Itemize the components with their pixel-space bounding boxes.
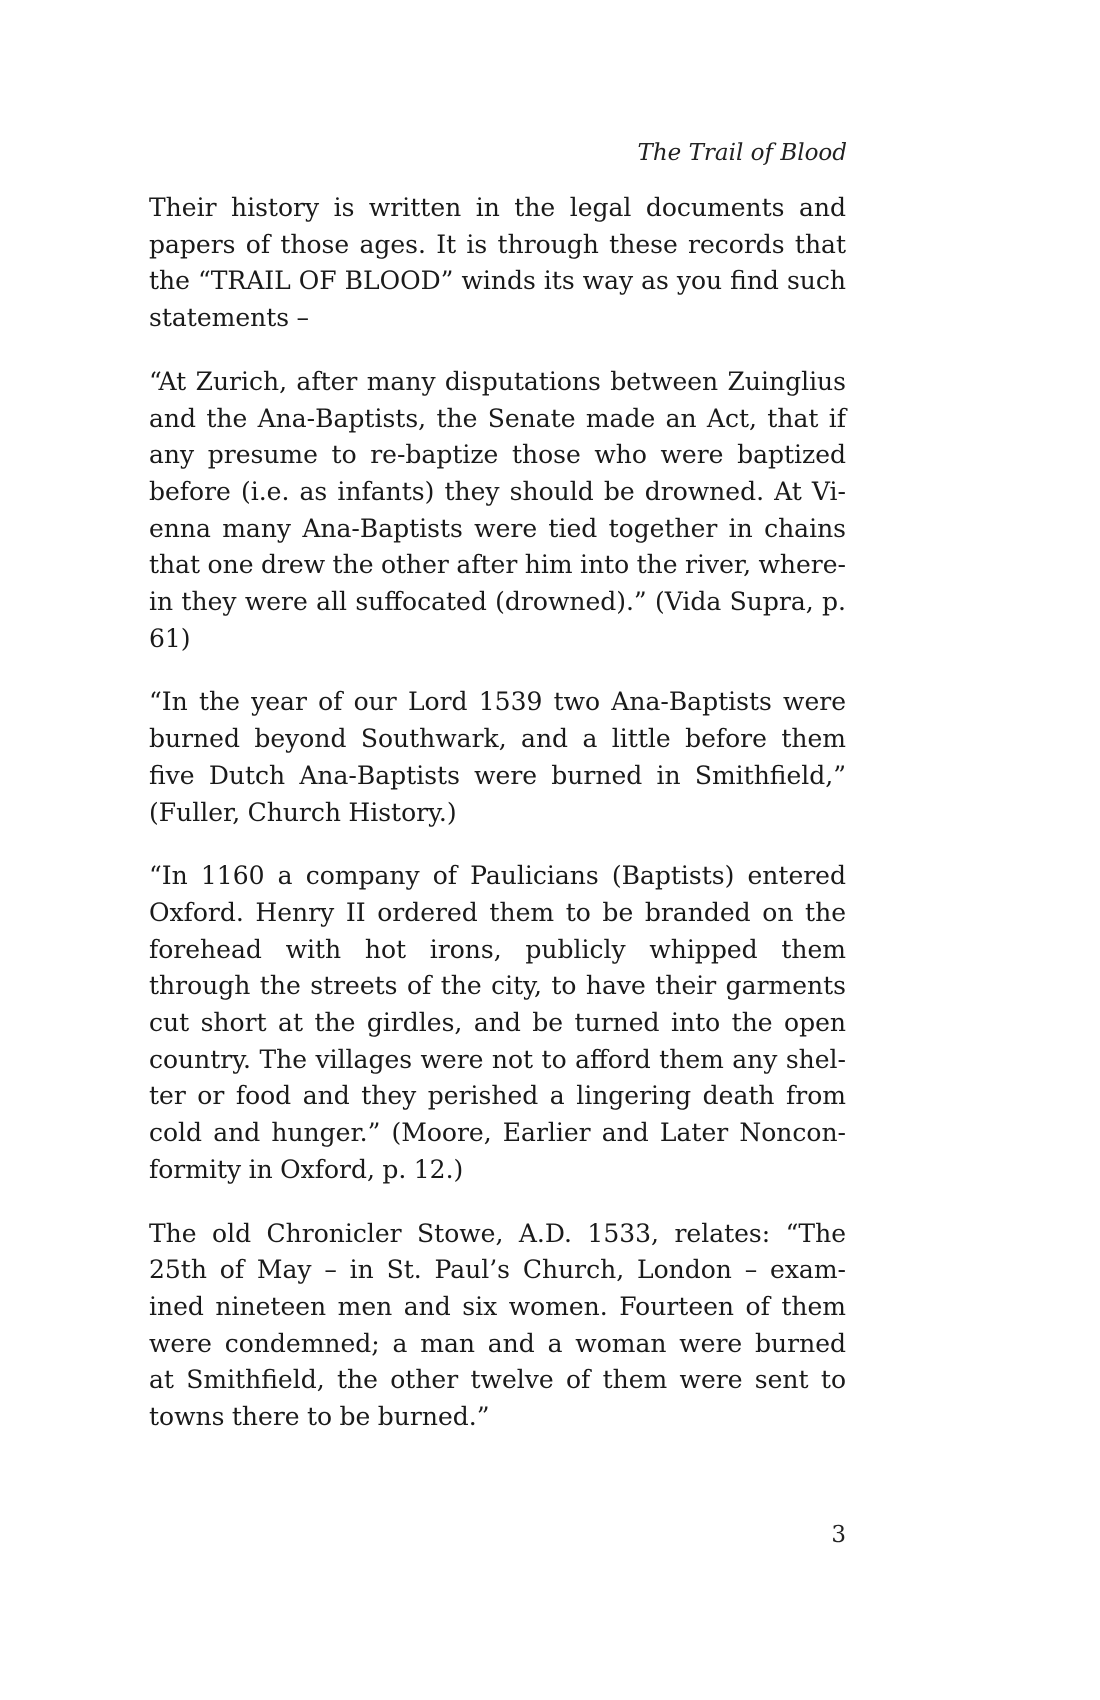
text-line: and the Ana-Baptists, the Senate made an Act, that if — [149, 403, 846, 433]
text-line: at Smithfield, the other twelve of them were sent to — [149, 1365, 846, 1395]
text-line: formity in Oxford, p. 12.) — [149, 1154, 464, 1184]
text-line: towns there to be burned.” — [149, 1402, 490, 1432]
text-line: “At Zurich, after many disputations between Zuinglius — [149, 366, 846, 396]
text-line: five Dutch Ana-Baptists were burned in Smithfield,” — [149, 760, 846, 790]
text-line: “In 1160 a company of Paulicians (Baptists) entered — [149, 861, 846, 891]
running-header: The Trail of Blood — [637, 140, 847, 166]
text-line: The old Chronicler Stowe, A.D. 1533, relates: “The — [149, 1218, 846, 1248]
text-line: in they were all suffocated (drowned).” (Vida Supra, p. — [149, 587, 846, 617]
text-line: cut short at the girdles, and be turned into the open — [149, 1008, 846, 1038]
text-line: forehead with hot irons, publicly whipped them — [149, 934, 846, 964]
text-line: (Fuller, Church History.) — [149, 797, 457, 827]
text-line: ined nineteen men and six women. Fourteen of them — [149, 1291, 846, 1321]
text-line: the “TRAIL OF BLOOD” winds its way as you find such — [149, 266, 846, 296]
text-line: cold and hunger.” (Moore, Earlier and Later Noncon- — [149, 1118, 846, 1148]
paragraph — [149, 858, 846, 1188]
page-number: 3 — [831, 1522, 846, 1548]
text-line: before (i.e. as infants) they should be drowned. At Vi- — [149, 476, 846, 506]
paragraph — [149, 684, 846, 831]
text-line: that one drew the other after him into the river, where- — [149, 550, 846, 580]
text-line: 25th of May – in St. Paul’s Church, London – exam- — [149, 1255, 846, 1285]
text-line: papers of those ages. It is through these records that — [149, 229, 846, 259]
paragraph — [149, 190, 846, 337]
body-text — [149, 190, 846, 1463]
text-line: Oxford. Henry II ordered them to be branded on the — [149, 897, 846, 927]
text-line: any presume to re-baptize those who were baptized — [149, 440, 846, 470]
text-line: “In the year of our Lord 1539 two Ana-Baptists were — [149, 687, 846, 717]
text-line: statements – — [149, 303, 310, 333]
text-line: through the streets of the city, to have their garments — [149, 971, 846, 1001]
text-line: ter or food and they perished a lingering death from — [149, 1081, 846, 1111]
text-line: Their history is written in the legal documents and — [149, 193, 846, 222]
paragraph — [149, 1216, 846, 1436]
text-line: enna many Ana-Baptists were tied together in chains — [149, 513, 846, 543]
text-line: country. The villages were not to afford them any shel- — [149, 1044, 846, 1074]
paragraph — [149, 364, 846, 658]
text-line: were condemned; a man and a woman were burned — [149, 1328, 846, 1358]
text-line: 61) — [149, 623, 191, 653]
text-line: burned beyond Southwark, and a little before them — [149, 724, 846, 754]
